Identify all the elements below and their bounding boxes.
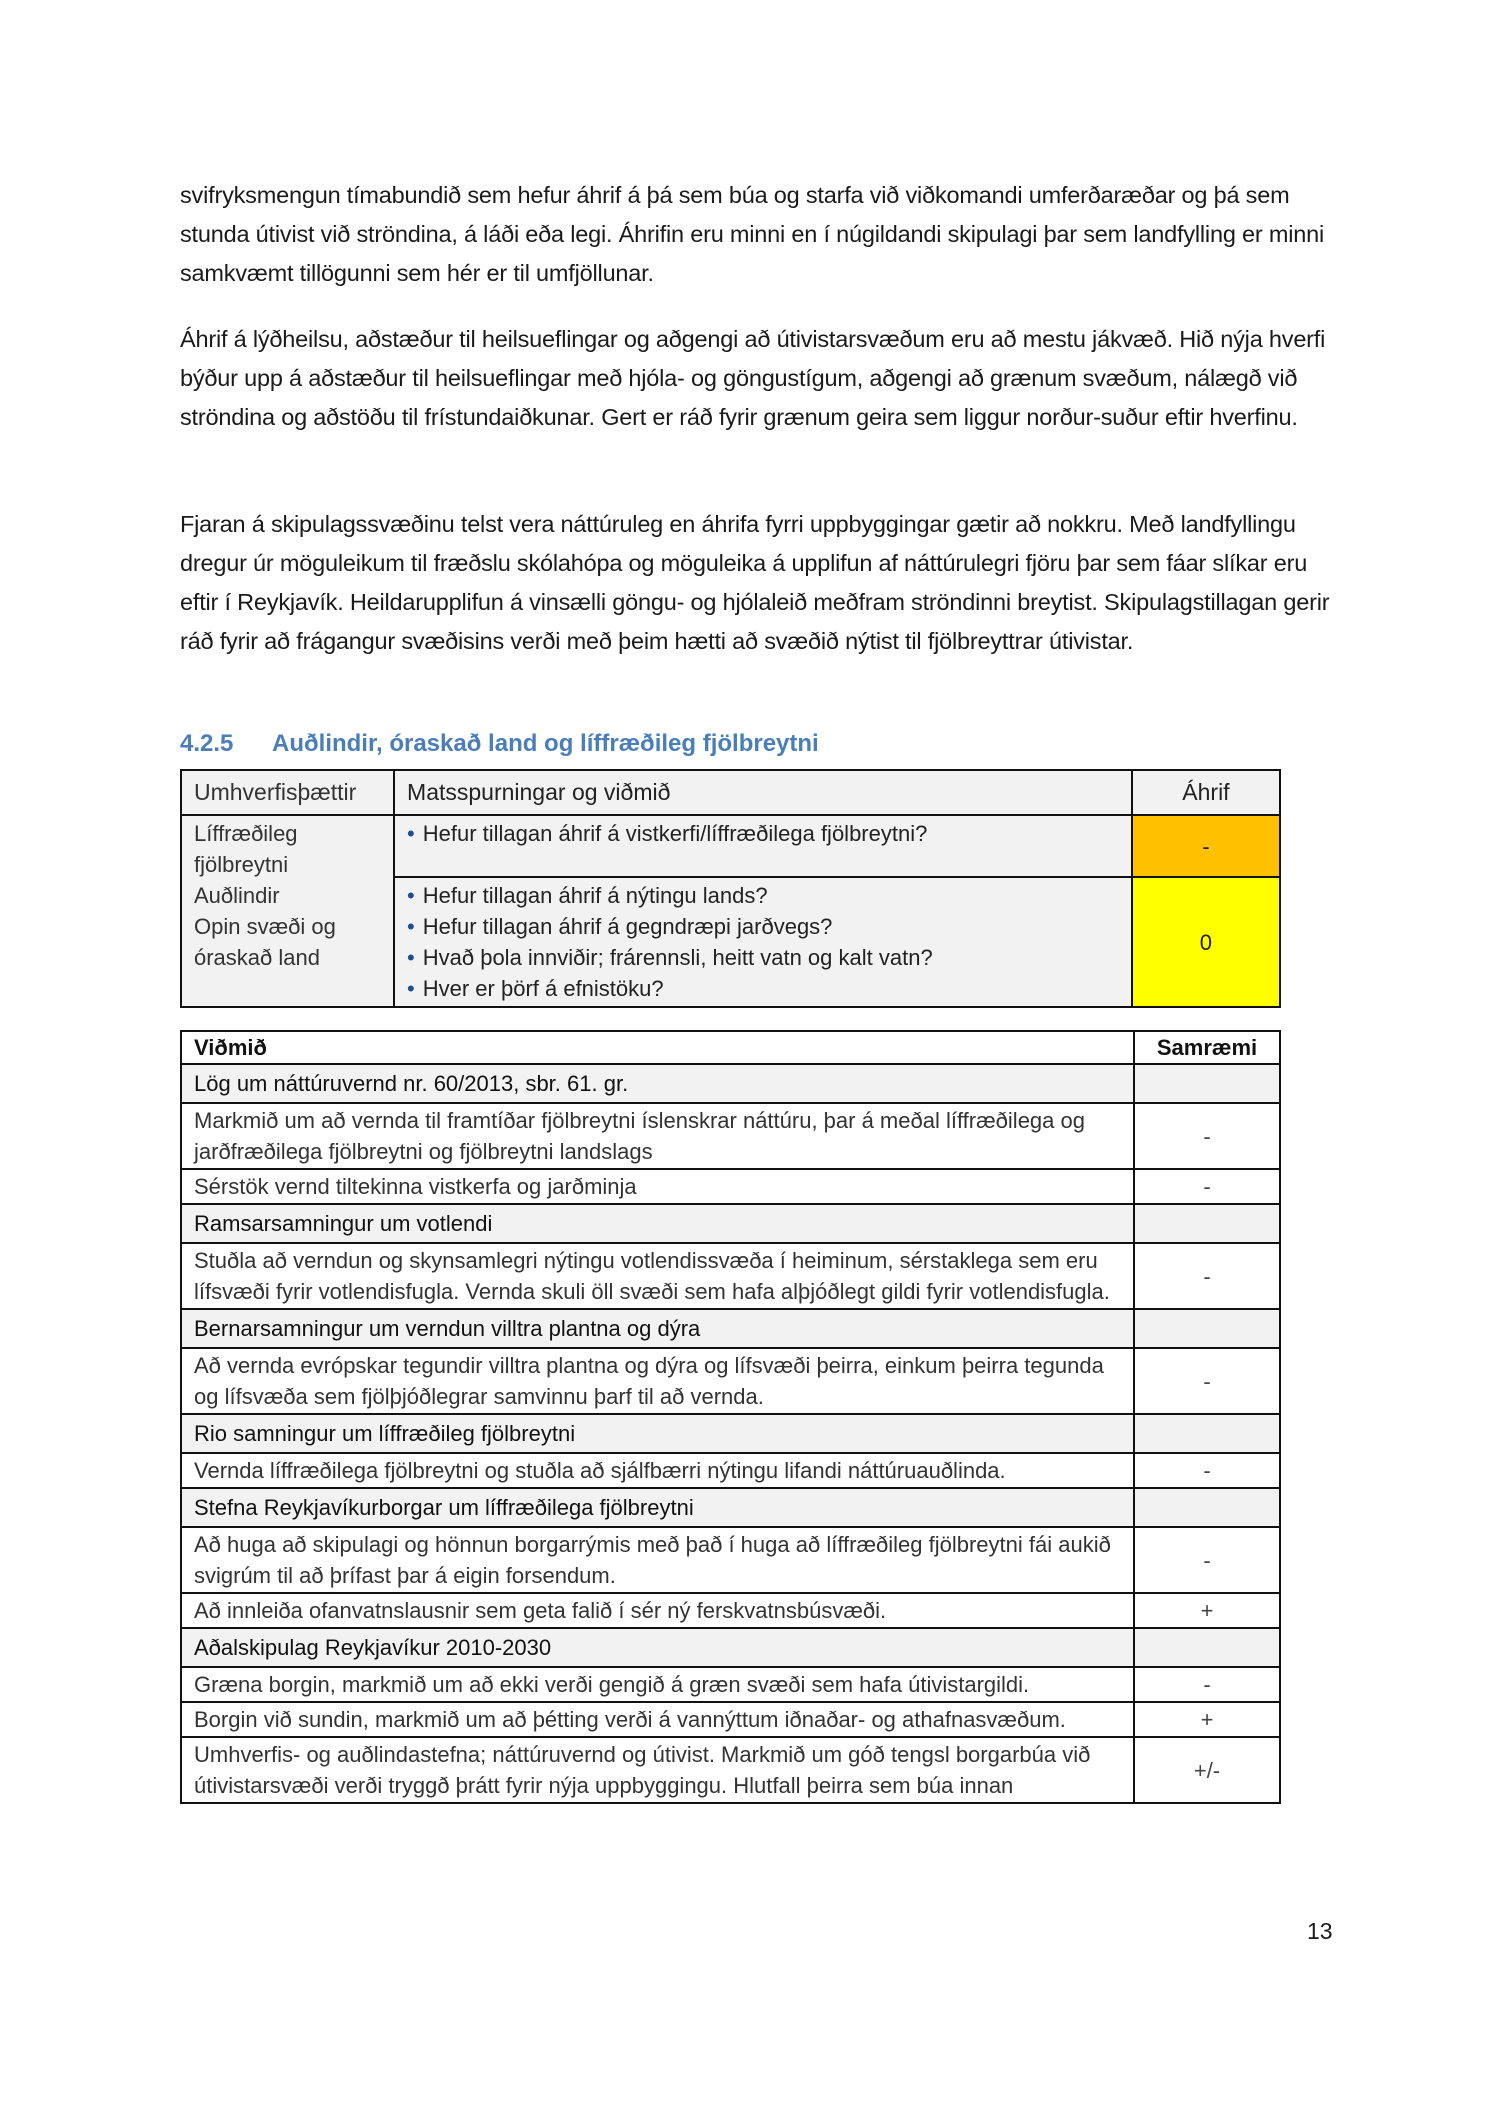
question-item: • Hver er þörf á efnistöku? xyxy=(407,973,1119,1004)
criteria-group-row xyxy=(181,1488,1280,1527)
factor-line: Opin svæði og xyxy=(194,914,336,939)
group-title: Bernarsamningur um verndun villtra plantna og dýra xyxy=(181,1309,1134,1348)
criteria-text: Vernda líffræðilega fjölbreytni og stuðla að sjálfbærri nýtingu lifandi náttúruauðlinda. xyxy=(181,1453,1134,1488)
conformity-value: - xyxy=(1134,1348,1280,1414)
header-criteria: Viðmið xyxy=(181,1031,1134,1064)
group-title: Lög um náttúruvernd nr. 60/2013, sbr. 61. gr. xyxy=(181,1064,1134,1103)
group-empty-cell xyxy=(1134,1414,1280,1453)
header-impact: Áhrif xyxy=(1132,770,1280,815)
group-empty-cell xyxy=(1134,1309,1280,1348)
criteria-row xyxy=(181,1667,1280,1702)
factor-line: Líffræðileg xyxy=(194,821,298,846)
header-assessment-questions: Matsspurningar og viðmið xyxy=(394,770,1132,815)
question-item: • Hefur tillagan áhrif á gegndræpi jarðvegs? xyxy=(407,911,1119,942)
conformity-value: +/- xyxy=(1134,1737,1280,1803)
impact-value-neutral: 0 xyxy=(1132,877,1280,1007)
group-empty-cell xyxy=(1134,1628,1280,1667)
impact-row-biodiversity xyxy=(181,815,1280,877)
factors-cell xyxy=(181,815,394,1007)
criteria-group-row xyxy=(181,1204,1280,1243)
group-empty-cell xyxy=(1134,1204,1280,1243)
criteria-row xyxy=(181,1527,1280,1593)
question-item: • Hvað þola innviðir; frárennsli, heitt vatn og kalt vatn? xyxy=(407,942,1119,973)
criteria-row xyxy=(181,1453,1280,1488)
conformity-value: + xyxy=(1134,1593,1280,1628)
criteria-text: Að huga að skipulagi og hönnun borgarrýmis með það í huga að líffræðileg fjölbreytni fái aukið svigrúm til að þrífast þar á eigin forsendum. xyxy=(181,1527,1134,1593)
question-item: • Hefur tillagan áhrif á nýtingu lands? xyxy=(407,880,1119,911)
criteria-text: Græna borgin, markmið um að ekki verði gengið á græn svæði sem hafa útivistargildi. xyxy=(181,1667,1134,1702)
group-title: Aðalskipulag Reykjavíkur 2010-2030 xyxy=(181,1628,1134,1667)
criteria-row xyxy=(181,1169,1280,1204)
question-item: • Hefur tillagan áhrif á vistkerfi/líffræðilega fjölbreytni? xyxy=(407,818,1119,849)
conformity-value: - xyxy=(1134,1169,1280,1204)
paragraph-public-health: Áhrif á lýðheilsu, aðstæður til heilsueflingar og aðgengi að útivistarsvæðum eru að mestu jákvæð. Hið nýja hverfi býður upp á aðstæður til heilsueflingar með hjóla- og göngustígum, aðgengi að grænum svæðum, nálægð við ströndina og aðstöðu til frístundaiðkunar. Gert er ráð fyrir grænum geira sem liggur norður-suður eftir hverfinu. xyxy=(180,326,1326,430)
criteria-row xyxy=(181,1348,1280,1414)
questions-cell xyxy=(394,877,1132,1007)
conformity-value: - xyxy=(1134,1103,1280,1169)
criteria-text: Borgin við sundin, markmið um að þétting verði á vannýttum iðnaðar- og athafnasvæðum. xyxy=(181,1702,1134,1737)
criteria-table xyxy=(180,1030,1281,1804)
criteria-table-header xyxy=(181,1031,1280,1064)
conformity-value: - xyxy=(1134,1243,1280,1309)
criteria-row xyxy=(181,1243,1280,1309)
impact-table-header xyxy=(181,770,1280,815)
criteria-text: Sérstök vernd tiltekinna vistkerfa og jarðminja xyxy=(181,1169,1134,1204)
factor-line: Auðlindir xyxy=(194,883,280,908)
paragraph-shoreline: Fjaran á skipulagssvæðinu telst vera náttúruleg en áhrifa fyrri uppbyggingar gætir að nokkru. Með landfyllingu dregur úr möguleikum til fræðslu skólahópa og möguleika á upplifun af náttúrulegri fjöru þar sem fáar slíkar eru eftir í Reykjavík. Heildarupplifun á vinsælli göngu- og hjólaleið meðfram ströndinni breytist. Skipulagstillagan gerir ráð fyrir að frágangur svæðisins verði með þeim hætti að svæðið nýtist til fjölbreyttrar útivistar. xyxy=(180,511,1330,654)
group-empty-cell xyxy=(1134,1064,1280,1103)
conformity-value: - xyxy=(1134,1667,1280,1702)
header-conformity: Samræmi xyxy=(1134,1031,1280,1064)
criteria-group-row xyxy=(181,1064,1280,1103)
conformity-value: + xyxy=(1134,1702,1280,1737)
conformity-value: - xyxy=(1134,1527,1280,1593)
criteria-text: Stuðla að verndun og skynsamlegri nýtingu votlendissvæða í heiminum, sérstaklega sem eru lífsvæði fyrir votlendisfugla. Vernda skuli öll svæði sem hafa alþjóðlegt gildi fyrir votlendisfugla. xyxy=(181,1243,1134,1309)
section-number: 4.2.5 xyxy=(180,730,234,757)
criteria-group-row xyxy=(181,1628,1280,1667)
impact-assessment-table xyxy=(180,769,1281,1008)
questions-cell xyxy=(394,815,1132,877)
criteria-text: Að vernda evrópskar tegundir villtra plantna og dýra og lífsvæði þeirra, einkum þeirra tegunda og lífsvæða sem fjölþjóðlegrar samvinnu þarf til að vernda. xyxy=(181,1348,1134,1414)
group-title: Ramsarsamningur um votlendi xyxy=(181,1204,1134,1243)
section-title: Auðlindir, óraskað land og líffræðileg fjölbreytni xyxy=(272,730,819,757)
factor-line: fjölbreytni xyxy=(194,852,289,877)
group-empty-cell xyxy=(1134,1488,1280,1527)
criteria-row xyxy=(181,1702,1280,1737)
impact-value-negative: - xyxy=(1132,815,1280,877)
conformity-value: - xyxy=(1134,1453,1280,1488)
criteria-text: Umhverfis- og auðlindastefna; náttúruvernd og útivist. Markmið um góð tengsl borgarbúa við útivistarsvæði verði tryggð þrátt fyrir nýja uppbyggingu. Hlutfall þeirra sem búa innan xyxy=(181,1737,1134,1803)
criteria-group-row xyxy=(181,1414,1280,1453)
group-title: Rio samningur um líffræðileg fjölbreytni xyxy=(181,1414,1134,1453)
header-environmental-factors: Umhverfisþættir xyxy=(181,770,394,815)
criteria-row xyxy=(181,1737,1280,1803)
page-number: 13 xyxy=(1307,1918,1333,1944)
group-title: Stefna Reykjavíkurborgar um líffræðilega fjölbreytni xyxy=(181,1488,1134,1527)
criteria-text: Að innleiða ofanvatnslausnir sem geta falið í sér ný ferskvatnsbúsvæði. xyxy=(181,1593,1134,1628)
criteria-group-row xyxy=(181,1309,1280,1348)
criteria-row xyxy=(181,1593,1280,1628)
section-heading xyxy=(180,730,819,758)
paragraph-air-pollution: svifryksmengun tímabundið sem hefur áhrif á þá sem búa og starfa við viðkomandi umferðaræðar og þá sem stunda útivist við ströndina, á láði eða legi. Áhrifin eru minni en í núgildandi skipulagi þar sem landfylling er minni samkvæmt tillögunni sem hér er til umfjöllunar. xyxy=(180,182,1325,286)
factor-line: óraskað land xyxy=(194,945,320,970)
criteria-text: Markmið um að vernda til framtíðar fjölbreytni íslenskrar náttúru, þar á meðal líffræðilega og jarðfræðilega fjölbreytni og fjölbreytni landslags xyxy=(181,1103,1134,1169)
criteria-row xyxy=(181,1103,1280,1169)
